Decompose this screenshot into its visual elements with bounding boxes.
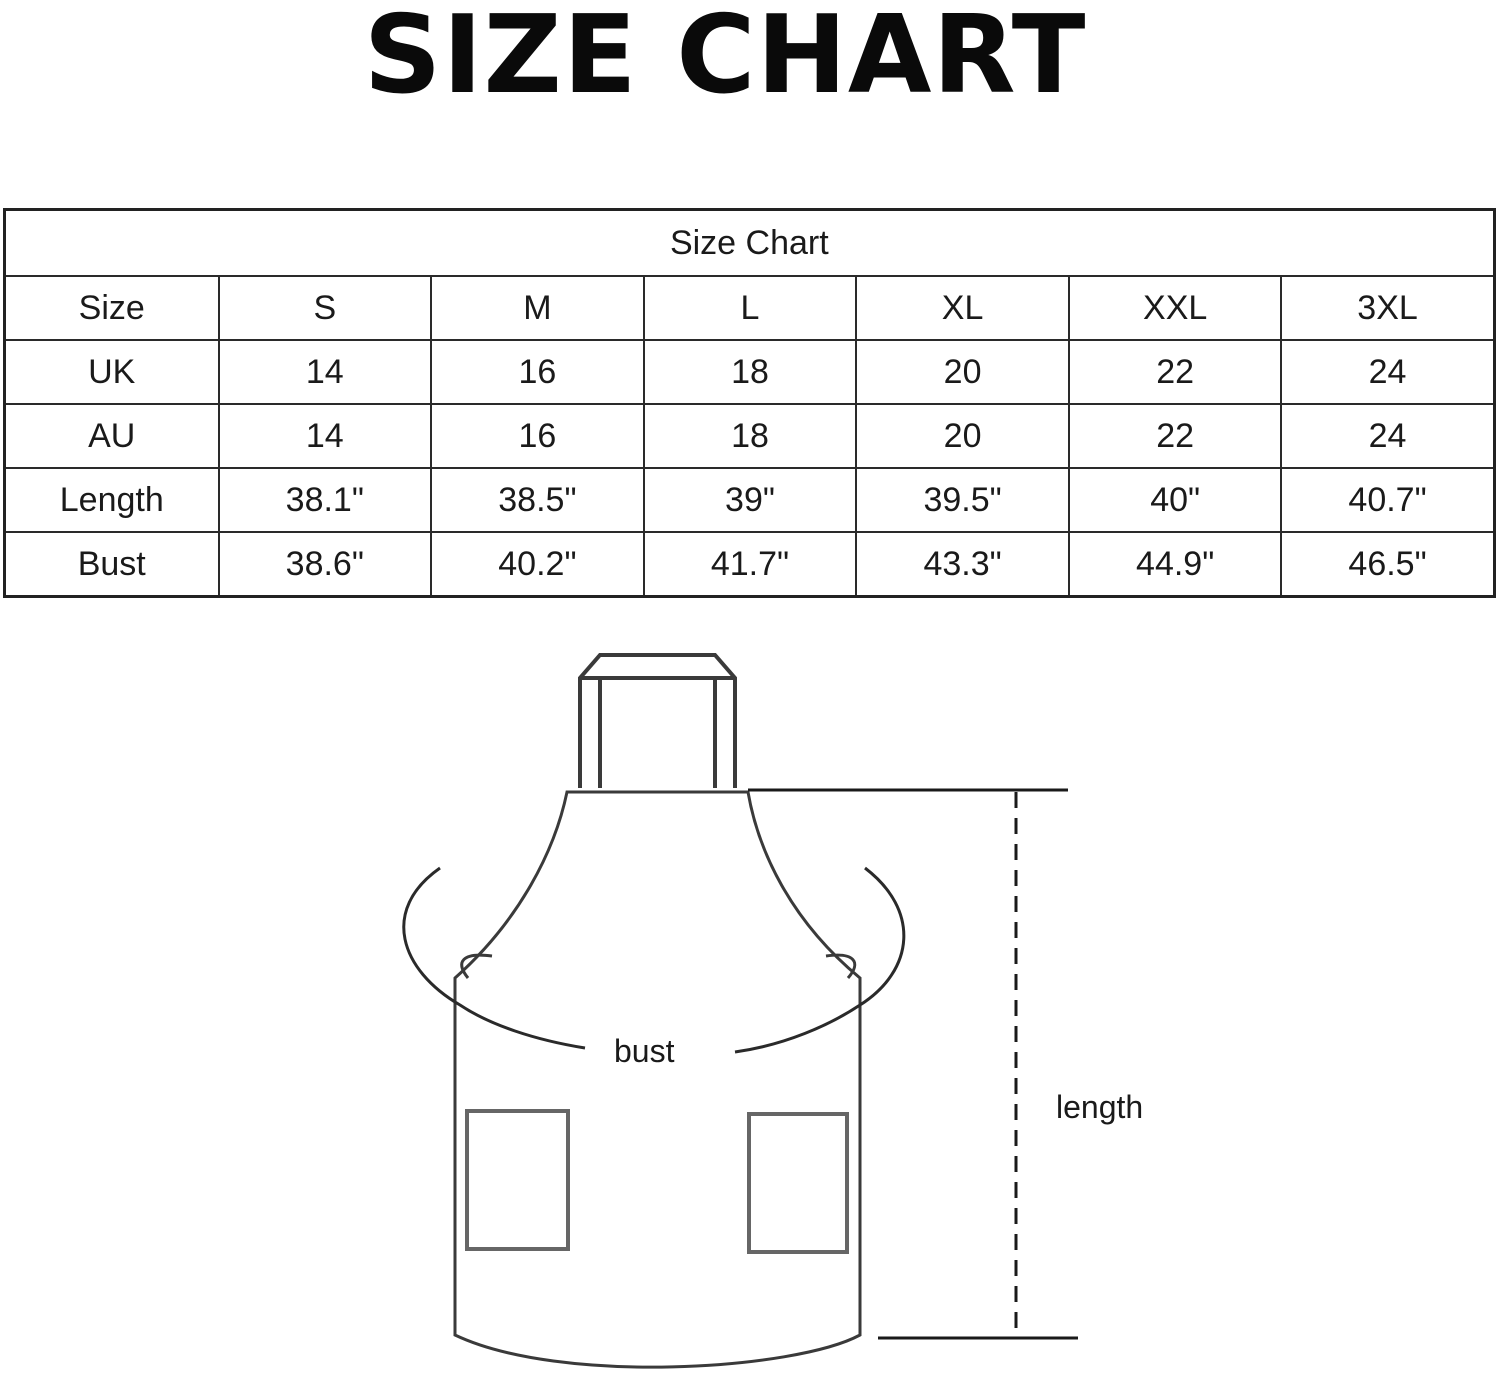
table-cell: 43.3" [856, 532, 1069, 597]
table-cell: 14 [219, 404, 432, 468]
table-cell: 20 [856, 404, 1069, 468]
apron-body [455, 792, 860, 1367]
table-cell: 14 [219, 340, 432, 404]
row-label: Length [5, 468, 219, 532]
table-caption-row [5, 210, 1495, 277]
table-cell: 39.5" [856, 468, 1069, 532]
table-cell: 20 [856, 340, 1069, 404]
table-cell: 22 [1069, 340, 1282, 404]
table-cell: 18 [644, 340, 857, 404]
page-title: SIZE CHART [363, 0, 1087, 118]
length-label: length [1056, 1089, 1144, 1125]
table-cell: 39" [644, 468, 857, 532]
header-cell: XL [856, 276, 1069, 340]
neck-strap [580, 655, 735, 788]
size-table [3, 208, 1496, 598]
table-caption: Size Chart [5, 210, 1495, 277]
table-cell: 41.7" [644, 532, 857, 597]
table-cell: 24 [1281, 340, 1494, 404]
table-cell: 38.6" [219, 532, 432, 597]
row-label: UK [5, 340, 219, 404]
table-cell: 38.5" [431, 468, 644, 532]
table-cell: 40.7" [1281, 468, 1494, 532]
table-cell: 16 [431, 404, 644, 468]
header-cell: 3XL [1281, 276, 1494, 340]
table-cell: 24 [1281, 404, 1494, 468]
table-cell: 40.2" [431, 532, 644, 597]
bust-arc-right [735, 868, 904, 1052]
table-header-row [5, 276, 1495, 340]
table-cell: 46.5" [1281, 532, 1494, 597]
table-cell: 16 [431, 340, 644, 404]
bust-label: bust [614, 1033, 675, 1069]
table-row [5, 468, 1495, 532]
header-cell: M [431, 276, 644, 340]
table-row [5, 340, 1495, 404]
header-cell: S [219, 276, 432, 340]
table-row [5, 404, 1495, 468]
right-pocket [749, 1114, 847, 1252]
header-cell: L [644, 276, 857, 340]
header-cell: XXL [1069, 276, 1282, 340]
table-row [5, 532, 1495, 597]
row-label: AU [5, 404, 219, 468]
row-label: Bust [5, 532, 219, 597]
table-cell: 22 [1069, 404, 1282, 468]
bust-arc-left [404, 868, 585, 1048]
apron-diagram [0, 600, 1500, 1391]
left-pocket [467, 1111, 568, 1249]
table-cell: 40" [1069, 468, 1282, 532]
header-cell: Size [5, 276, 219, 340]
table-cell: 18 [644, 404, 857, 468]
table-cell: 44.9" [1069, 532, 1282, 597]
table-cell: 38.1" [219, 468, 432, 532]
